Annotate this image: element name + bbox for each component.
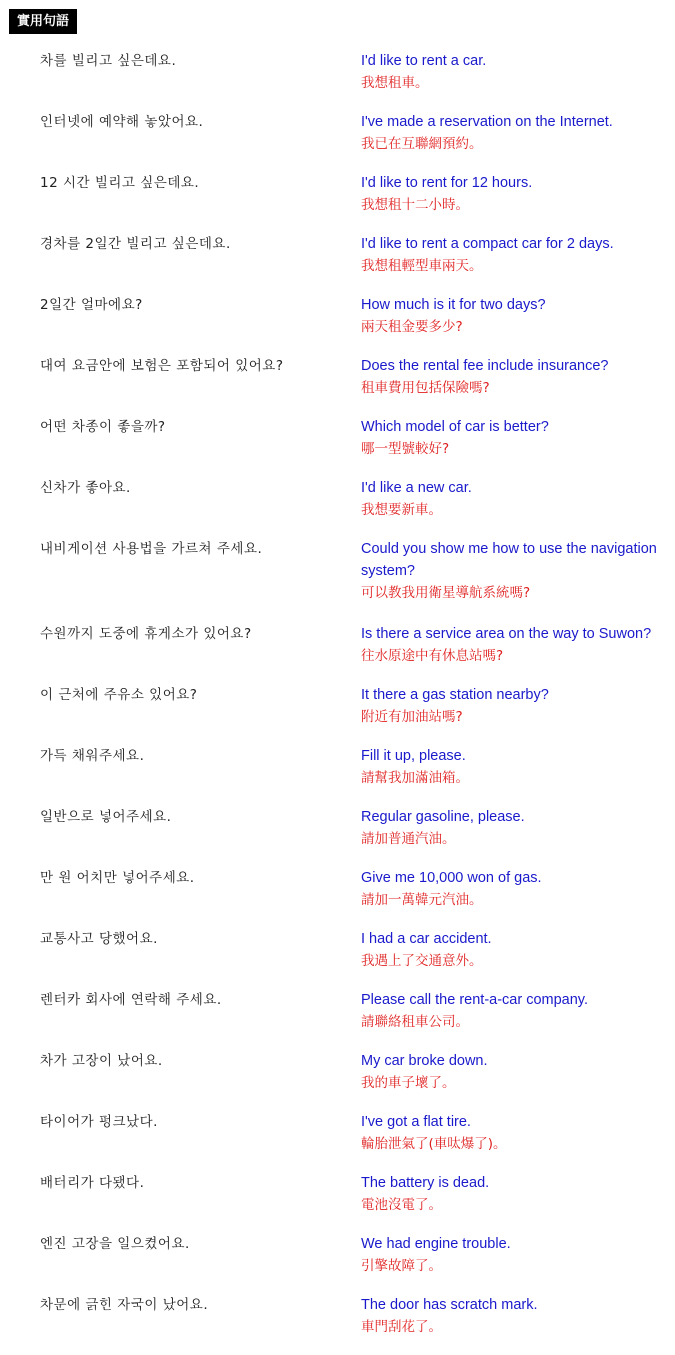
translation-block xyxy=(361,416,667,460)
korean-phrase: 경차를 2일간 빌리고 싶은데요. xyxy=(40,236,231,252)
korean-phrase: 가득 채워주세요. xyxy=(40,748,145,764)
chinese-translation: 兩天租金要多少? xyxy=(361,319,463,335)
chinese-translation: 請幫我加滿油箱。 xyxy=(361,770,469,786)
english-translation: How much is it for two days? xyxy=(361,297,546,313)
translation-block xyxy=(361,1294,667,1338)
translation-block xyxy=(361,233,667,277)
chinese-translation: 可以教我用衛星導航系統嗎? xyxy=(361,585,531,601)
english-translation: We had engine trouble. xyxy=(361,1236,511,1252)
korean-phrase: 어떤 차종이 좋을까? xyxy=(40,419,166,435)
chinese-translation: 哪一型號較好? xyxy=(361,441,450,457)
korean-phrase: 대여 요금안에 보험은 포함되어 있어요? xyxy=(40,358,284,374)
translation-block xyxy=(361,684,667,728)
phrase-row xyxy=(0,172,675,233)
phrase-row xyxy=(0,416,675,477)
korean-phrase: 인터넷에 예약해 놓았어요. xyxy=(40,114,204,130)
chinese-translation: 輪胎泄氣了(車呔爆了)。 xyxy=(361,1136,507,1152)
translation-block xyxy=(361,867,667,911)
english-translation: Please call the rent-a-car company. xyxy=(361,992,589,1008)
translation-block xyxy=(361,745,667,789)
korean-phrase: 수원까지 도중에 휴게소가 있어요? xyxy=(40,626,252,642)
phrase-row xyxy=(0,233,675,294)
phrase-row xyxy=(0,745,675,806)
translation-block xyxy=(361,806,667,850)
korean-phrase: 만 원 어치만 넣어주세요. xyxy=(40,870,195,886)
phrase-row xyxy=(0,1294,675,1355)
translation-block xyxy=(361,1111,667,1155)
korean-phrase: 렌터카 회사에 연락해 주세요. xyxy=(40,992,222,1008)
translation-block xyxy=(361,623,667,667)
korean-phrase: 차를 빌리고 싶은데요. xyxy=(40,53,177,69)
chinese-translation: 往水原途中有休息站嗎? xyxy=(361,648,504,664)
korean-phrase: 2일간 얼마에요? xyxy=(40,297,143,313)
chinese-translation: 我想租車。 xyxy=(361,75,429,91)
english-translation: The door has scratch mark. xyxy=(361,1297,538,1313)
translation-block xyxy=(361,111,667,155)
phrase-list xyxy=(0,50,675,1355)
phrase-row xyxy=(0,806,675,867)
translation-block xyxy=(361,1050,667,1094)
phrase-row xyxy=(0,1111,675,1172)
chinese-translation: 引擎故障了。 xyxy=(361,1258,442,1274)
english-translation: Is there a service area on the way to Suwon? xyxy=(361,626,652,642)
korean-phrase: 차가 고장이 났어요. xyxy=(40,1053,163,1069)
phrase-row xyxy=(0,928,675,989)
korean-phrase: 타이어가 펑크났다. xyxy=(40,1114,158,1130)
chinese-translation: 我遇上了交通意外。 xyxy=(361,953,483,969)
english-translation: I'd like to rent for 12 hours. xyxy=(361,175,533,191)
english-translation: Which model of car is better? xyxy=(361,419,549,435)
phrase-row xyxy=(0,477,675,538)
translation-block xyxy=(361,1233,667,1277)
translation-block xyxy=(361,989,667,1033)
korean-phrase: 교통사고 당했어요. xyxy=(40,931,158,947)
korean-phrase: 신차가 좋아요. xyxy=(40,480,131,496)
english-translation: I'd like a new car. xyxy=(361,480,472,496)
korean-phrase: 이 근처에 주유소 있어요? xyxy=(40,687,198,703)
phrase-row xyxy=(0,355,675,416)
english-translation: My car broke down. xyxy=(361,1053,488,1069)
korean-phrase: 일반으로 넣어주세요. xyxy=(40,809,172,825)
korean-phrase: 엔진 고장을 일으켰어요. xyxy=(40,1236,190,1252)
chinese-translation: 我想租輕型車兩天。 xyxy=(361,258,483,274)
chinese-translation: 我的車子壞了。 xyxy=(361,1075,456,1091)
translation-block xyxy=(361,50,667,94)
english-translation: I'd like to rent a compact car for 2 days. xyxy=(361,236,614,252)
english-translation: Does the rental fee include insurance? xyxy=(361,358,609,374)
translation-block xyxy=(361,928,667,972)
translation-block xyxy=(361,477,667,521)
phrase-row xyxy=(0,989,675,1050)
translation-block xyxy=(361,294,667,338)
english-translation: Give me 10,000 won of gas. xyxy=(361,870,542,886)
english-translation: It there a gas station nearby? xyxy=(361,687,549,703)
translation-block xyxy=(361,355,667,399)
chinese-translation: 請聯絡租車公司。 xyxy=(361,1014,469,1030)
translation-block xyxy=(361,1172,667,1216)
english-translation: Regular gasoline, please. xyxy=(361,809,525,825)
english-translation: Could you show me how to use the navigation system? xyxy=(361,541,657,579)
phrase-row xyxy=(0,1233,675,1294)
korean-phrase: 12 시간 빌리고 싶은데요. xyxy=(40,175,200,191)
korean-phrase: 내비게이션 사용법을 가르쳐 주세요. xyxy=(40,541,263,557)
phrase-row xyxy=(0,684,675,745)
chinese-translation: 車門刮花了。 xyxy=(361,1319,442,1335)
chinese-translation: 我已在互聯網預約。 xyxy=(361,136,483,152)
english-translation: I've got a flat tire. xyxy=(361,1114,471,1130)
korean-phrase: 차문에 긁힌 자국이 났어요. xyxy=(40,1297,209,1313)
korean-phrase: 배터리가 다됐다. xyxy=(40,1175,145,1191)
phrase-row xyxy=(0,111,675,172)
phrase-row xyxy=(0,50,675,111)
english-translation: Fill it up, please. xyxy=(361,748,466,764)
english-translation: I had a car accident. xyxy=(361,931,492,947)
english-translation: I'd like to rent a car. xyxy=(361,53,487,69)
phrase-row xyxy=(0,1050,675,1111)
translation-block xyxy=(361,172,667,216)
phrase-row xyxy=(0,867,675,928)
translation-block xyxy=(361,538,667,604)
phrase-row xyxy=(0,294,675,355)
chinese-translation: 請加普通汽油。 xyxy=(361,831,456,847)
phrase-row xyxy=(0,1172,675,1233)
phrase-row xyxy=(0,623,675,684)
chinese-translation: 租車費用包括保險嗎? xyxy=(361,380,490,396)
chinese-translation: 我想租十二小時。 xyxy=(361,197,469,213)
chinese-translation: 電池沒電了。 xyxy=(361,1197,442,1213)
section-title: 實用句語 xyxy=(9,9,77,34)
chinese-translation: 請加一萬韓元汽油。 xyxy=(361,892,483,908)
english-translation: The battery is dead. xyxy=(361,1175,490,1191)
chinese-translation: 我想要新車。 xyxy=(361,502,442,518)
english-translation: I've made a reservation on the Internet. xyxy=(361,114,613,130)
chinese-translation: 附近有加油站嗎? xyxy=(361,709,463,725)
phrase-row xyxy=(0,538,675,623)
